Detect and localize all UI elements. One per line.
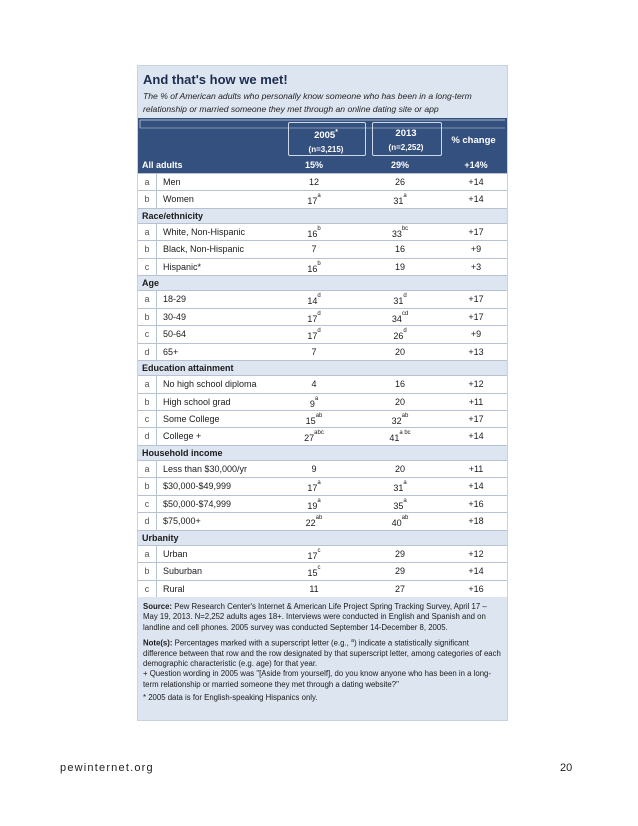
cell-v3: +3	[470, 261, 482, 272]
cell-v2: 26$^d$	[393, 328, 407, 342]
cell-v3: +17	[468, 414, 484, 424]
table-row	[138, 240, 507, 257]
row-letter: d	[138, 428, 157, 444]
cell-v1: 17$^c$	[307, 547, 321, 561]
cell-v2: $41^{a bc}$	[389, 430, 411, 444]
cell-v3: +18	[468, 516, 484, 527]
cell-v1: 19$^a$	[307, 497, 321, 511]
column-change: % change	[451, 135, 496, 146]
table-row	[138, 427, 507, 444]
cell-v2: 19	[394, 261, 405, 272]
cell-v1: 11	[309, 583, 319, 594]
significance-superscript: d	[403, 328, 407, 335]
cell-v2: 20	[394, 396, 405, 407]
cell-v3: +14	[468, 431, 484, 442]
cell-v2: 29%	[390, 160, 409, 170]
cell-v1: 7	[311, 346, 317, 357]
row-letter: d	[138, 344, 157, 360]
cell-v2: 31$^a$	[393, 193, 407, 207]
row-label: Urban	[163, 548, 188, 559]
significance-superscript: a	[317, 497, 321, 504]
row-label: 30-49	[163, 311, 187, 322]
cell-v2: 27	[394, 583, 405, 594]
column-2013: 2013	[395, 128, 417, 139]
significance-superscript: bc	[401, 226, 409, 232]
cell-v1: 17$^d$	[307, 328, 321, 342]
row-label: 65+	[163, 346, 179, 357]
cell-v1: 17$^a$	[307, 193, 321, 207]
significance-note: Note(s): Percentages marked with a superscript letter (e.g., $^a$) indicate a statistically significant difference between that row and the row designated by that superscript letter, among categories of each demographic characteristic (e.g. age) for that year. + Question wording in 2005 was "[Aside from yourself], do you know anyone who has been in a long-term relationship or married someone they met through a dating website?"	[143, 637, 501, 689]
cell-v1: $15^{ab}$	[305, 413, 323, 426]
row-label: Some College	[163, 414, 220, 424]
cell-v3: +12	[468, 548, 484, 559]
cell-v3: +16	[468, 583, 484, 594]
significance-superscript: ab	[315, 515, 323, 522]
cell-v1: 12	[308, 177, 319, 187]
table-row	[138, 308, 507, 325]
cell-v2: 16	[394, 244, 405, 255]
cell-v2: 16	[394, 379, 405, 390]
significance-superscript: a	[403, 497, 407, 504]
row-letter: b	[138, 394, 157, 410]
row-label: 50-64	[163, 329, 187, 340]
significance-superscript: a bc	[399, 430, 411, 437]
table-row	[138, 325, 507, 342]
table-notes	[143, 602, 503, 706]
table-row	[138, 343, 507, 360]
significance-superscript: d	[403, 293, 407, 300]
significance-superscript: ab	[315, 413, 323, 419]
column-2005: 2005*	[314, 129, 338, 142]
cell-v1: 16$^b$	[307, 260, 321, 274]
significance-superscript: cd	[401, 310, 409, 317]
cell-v1: 15%	[304, 160, 323, 170]
cell-v3: +12	[468, 379, 484, 390]
section-header	[138, 360, 507, 375]
significance-superscript: d	[317, 328, 321, 335]
row-letter: c	[138, 496, 157, 512]
section-label: Age	[142, 278, 160, 289]
row-label: Less than $30,000/yr	[163, 464, 248, 474]
significance-superscript: abc	[314, 430, 324, 437]
cell-v3: +17	[468, 311, 484, 322]
row-letter: c	[138, 581, 157, 597]
row-label: Hispanic*	[163, 261, 202, 272]
table-row	[138, 375, 507, 392]
cell-v3: +13	[468, 346, 484, 357]
cell-v2: $33^{bc}$	[391, 226, 409, 239]
row-label: 18-29	[163, 294, 187, 305]
row-letter: c	[138, 326, 157, 342]
footer-site: pewinternet.org	[60, 762, 154, 774]
cell-v3: +17	[468, 227, 484, 237]
row-letter: a	[138, 461, 157, 477]
significance-superscript: d	[317, 310, 321, 317]
table-row	[138, 495, 507, 512]
table-row	[138, 410, 507, 427]
row-letter: c	[138, 411, 157, 427]
cell-v3: +16	[468, 498, 484, 509]
section-label: Household income	[142, 447, 223, 458]
cell-v1: 14$^d$	[307, 293, 321, 307]
cell-v3: +11	[468, 396, 484, 407]
table-row	[138, 393, 507, 410]
row-letter: d	[138, 513, 157, 529]
table-row	[138, 562, 507, 579]
significance-superscript: c	[317, 547, 321, 554]
significance-superscript: a	[314, 395, 319, 402]
row-label: College +	[163, 431, 202, 442]
row-label: $30,000-$49,999	[163, 481, 232, 492]
significance-superscript: c	[317, 565, 321, 572]
section-header	[138, 208, 507, 223]
cell-v2: 29	[394, 566, 405, 577]
row-letter: a	[138, 546, 157, 562]
row-letter: b	[138, 241, 157, 257]
cell-v2: 20	[394, 464, 405, 474]
significance-superscript: b	[317, 226, 321, 232]
column-2013-n: (n=2,252)	[388, 143, 424, 152]
row-label: Women	[163, 194, 194, 205]
table-row	[138, 290, 507, 307]
row-label: Rural	[163, 583, 185, 594]
table-subtitle: The % of American adults who personally know someone who has been in a long-term relationship or married someone they met through an online dating site or app	[143, 91, 472, 114]
hispanic-note: * 2005 data is for English-speaking Hispanics only.	[143, 692, 318, 702]
cell-v2: 31$^a$	[393, 480, 407, 494]
significance-superscript: d	[317, 293, 321, 300]
row-letter: a	[138, 291, 157, 307]
cell-v2: 31$^d$	[393, 293, 407, 307]
section-header	[138, 275, 507, 290]
significance-superscript: a	[317, 193, 321, 200]
cell-v2: $32^{ab}$	[391, 413, 409, 426]
cell-v1: 9$^a$	[309, 395, 319, 409]
section-label: Race/ethnicity	[142, 210, 204, 221]
table-row	[138, 460, 507, 477]
section-header	[138, 530, 507, 545]
row-label: All adults	[142, 160, 183, 170]
section-label: Education attainment	[142, 363, 234, 373]
row-label: Suburban	[163, 566, 203, 577]
section-label: Urbanity	[142, 532, 179, 543]
cell-v1: $22^{ab}$	[305, 515, 323, 529]
table-title: And that's how we met!	[143, 72, 288, 87]
significance-superscript: a	[317, 480, 321, 487]
cell-v1: $27^{abc}$	[304, 430, 324, 444]
cell-v2: 29	[394, 548, 405, 559]
cell-v1: 9	[311, 464, 317, 474]
cell-v3: +14%	[464, 160, 488, 170]
significance-superscript: ab	[401, 515, 409, 522]
section-header	[138, 445, 507, 460]
row-letter: b	[138, 191, 157, 207]
table-row	[138, 545, 507, 562]
row-label: No high school diploma	[163, 379, 257, 390]
table-row	[138, 580, 507, 597]
cell-v3: +17	[468, 294, 484, 305]
table-row	[138, 512, 507, 529]
row-label: Men	[163, 177, 181, 187]
row-label: High school grad	[163, 396, 231, 407]
significance-superscript: b	[317, 260, 321, 267]
cell-v2: 26	[394, 177, 405, 187]
row-label: Black, Non-Hispanic	[163, 244, 245, 255]
significance-superscript: ab	[401, 413, 409, 419]
table-row	[138, 173, 507, 190]
table-row-total	[138, 157, 507, 173]
row-label: $50,000-$74,999	[163, 498, 232, 509]
cell-v2: $40^{ab}$	[391, 515, 409, 529]
table-row	[138, 258, 507, 275]
source-note: Source: Pew Research Center's Internet & American Life Project Spring Tracking Survey, April 17 – May 19, 2013. N=2,252 adults ages 18+. Interviews were conducted in English and Spanish and on landline and cell phones. 2005 survey was conducted September 14-December 8, 2005.	[143, 602, 487, 632]
table-row	[138, 477, 507, 494]
row-label: $75,000+	[163, 516, 201, 527]
cell-v2: 35$^a$	[393, 497, 407, 511]
table-card	[137, 65, 508, 721]
table-row	[138, 190, 507, 207]
row-letter: b	[138, 563, 157, 579]
row-label: White, Non-Hispanic	[163, 227, 246, 237]
row-letter: a	[138, 224, 157, 240]
row-letter: a	[138, 376, 157, 392]
cell-v1: 15$^c$	[307, 565, 321, 579]
cell-v1: 7	[311, 244, 317, 255]
page-number: 20	[560, 762, 573, 774]
row-letter: a	[138, 174, 157, 190]
cell-v3: +9	[470, 244, 482, 255]
cell-v2: 20	[394, 346, 405, 357]
cell-v3: +14	[468, 566, 484, 577]
cell-v3: +11	[468, 464, 484, 474]
significance-superscript: a	[403, 480, 407, 487]
row-letter: c	[138, 259, 157, 275]
cell-v3: +14	[468, 481, 484, 492]
significance-superscript: a	[403, 193, 407, 200]
column-2005-n: (n=3,215)	[308, 145, 344, 154]
table-row	[138, 223, 507, 240]
cell-v2: $34^{cd}$	[391, 310, 409, 324]
cell-v1: 4	[311, 379, 317, 390]
cell-v3: +9	[470, 329, 482, 340]
cell-v1: 16$^b$	[307, 226, 321, 239]
cell-v3: +14	[468, 177, 484, 187]
cell-v3: +14	[468, 194, 484, 205]
row-letter: b	[138, 309, 157, 325]
row-letter: b	[138, 478, 157, 494]
cell-v1: 17$^a$	[307, 480, 321, 494]
cell-v1: 17$^d$	[307, 310, 321, 324]
